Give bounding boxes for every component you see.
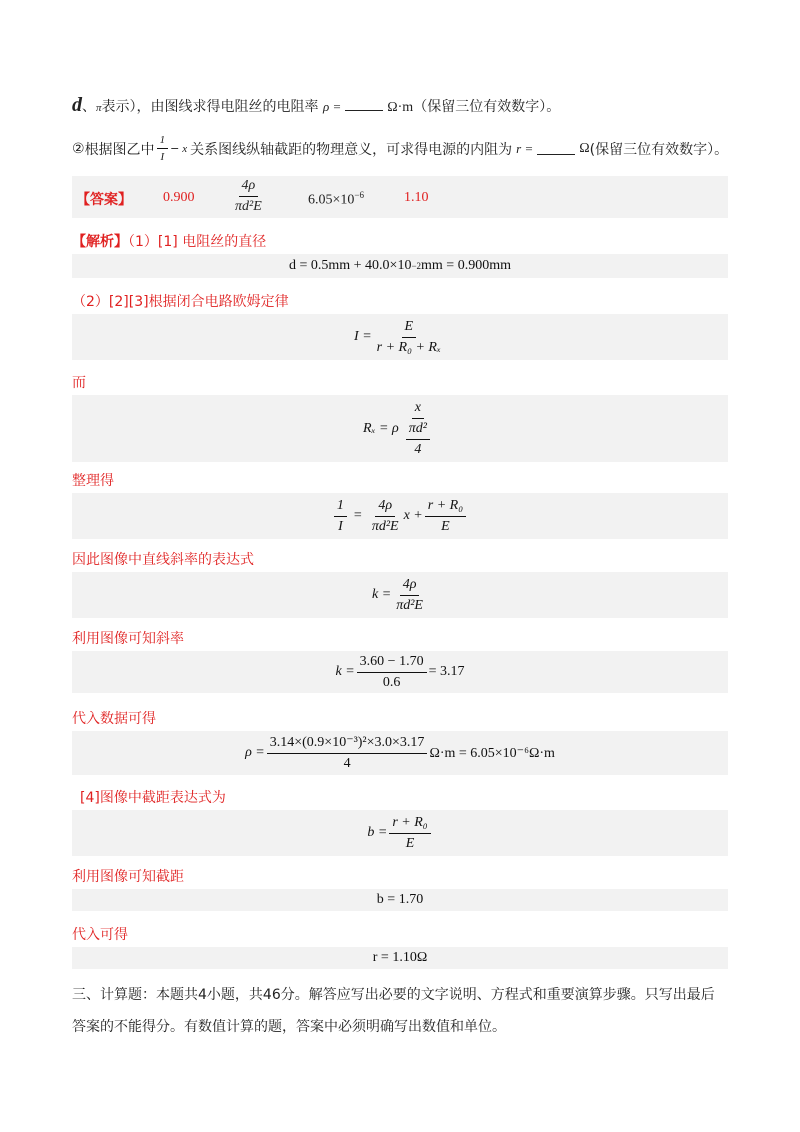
unit-ohm-m: Ω·m — [387, 100, 414, 115]
frac-1-over-I: $\frac{1}{I}$ — [157, 134, 169, 163]
question-line-2 — [72, 134, 728, 163]
question-text-2: （保留三位有效数字）。 — [413, 99, 561, 115]
analysis-step-3: 而 — [72, 375, 86, 391]
equation-intercept-expr: b = $\frac{\text{r + R₀}}{E}$ — [72, 810, 728, 856]
circle-number: ② — [72, 140, 85, 157]
answer-value-1: 0.900 — [163, 190, 195, 205]
dash: − — [170, 142, 180, 155]
equation-resistance: Rₓ = ρ $\frac{x}{\frac{\text{πd²}}{4}}$ — [72, 395, 728, 462]
analysis-step-1: 【解析】（1）[1] 电阻丝的直径 — [72, 234, 267, 250]
var-pi: π — [96, 102, 102, 114]
analysis-step-6: 利用图像可知斜率 — [72, 631, 184, 647]
var-r: r = — [516, 140, 534, 156]
unit-ohm: Ω — [579, 140, 590, 156]
analysis-step-9: 利用图像可知截距 — [72, 869, 184, 885]
analysis-step-8: [4]图像中截距表达式为 — [80, 790, 226, 806]
analysis-step-2: （2）[2][3]根据闭合电路欧姆定律 — [72, 294, 289, 310]
equation-intercept-value: b = 1.70 — [376, 892, 424, 907]
section3-line-2: 答案的不能得分。有数值计算的题，答案中必须明确写出数值和单位。 — [72, 1019, 506, 1035]
equation-slope-expr: k = $\frac{4\rho}{\text{πd²E}}$ — [372, 576, 423, 613]
equation-internal-resistance: r = 1.10Ω — [372, 950, 428, 965]
equation-slope-value: k = $\frac{3.60 - 1.70}{0.6}$ = 3.17 — [335, 653, 465, 690]
analysis-step-10: 代入可得 — [72, 927, 128, 943]
question2-text-3: (保留三位有效数字）。 — [589, 141, 729, 158]
answer-value-2: $\frac{4\rho}{\text{πd²E}}$ — [235, 178, 262, 214]
answer-label: 【答案】 — [76, 192, 132, 208]
equation-rearranged: $\frac{1}{I}$ = $\frac{4\rho}{\text{πd²E}}$ x + $\frac{\text{r + R₀}}{E}$ — [72, 493, 728, 539]
question-line-1 — [72, 94, 560, 117]
analysis-label: 【解析】 — [72, 234, 128, 250]
question-text-1: 表示），由图线求得电阻丝的电阻率 — [101, 99, 319, 115]
question2-text-1: 根据图乙中 — [84, 141, 155, 158]
var-d: d — [72, 94, 82, 116]
separator: 、 — [82, 99, 96, 115]
equation-diameter: d = 0.5mm + 40.0×10 −2 mm = 0.900mm — [288, 258, 511, 273]
analysis-step-7: 代入数据可得 — [72, 711, 156, 727]
equation-resistivity: ρ = $\frac{\text{3.14×(0.9×10⁻³)²×3.0×3.17}}{4}$ Ω·m = 6.05×10⁻⁶Ω·m — [245, 734, 555, 771]
var-rho: ρ = — [322, 99, 342, 114]
answer-value-4: 1.10 — [404, 190, 429, 205]
section3-line-1: 三、计算题：本题共4小题，共46分。解答应写出必要的文字说明、方程式和重要演算步骤。只写出最后 — [72, 987, 715, 1003]
equation-ohm-law: I = $\frac{E}{\text{r + R₀ + Rₓ}}$ — [354, 318, 441, 355]
var-x: x — [182, 142, 188, 155]
analysis-step-4: 整理得 — [72, 473, 114, 489]
answer-blank-r — [537, 142, 575, 155]
question2-text-2: 关系图线纵轴截距的物理意义，可求得电源的内阻为 — [190, 141, 513, 158]
analysis-step-5: 因此图像中直线斜率的表达式 — [72, 552, 254, 568]
answer-blank-rho — [345, 98, 383, 111]
answer-value-3: $6.05\times 10^{-6}$ — [308, 190, 364, 208]
